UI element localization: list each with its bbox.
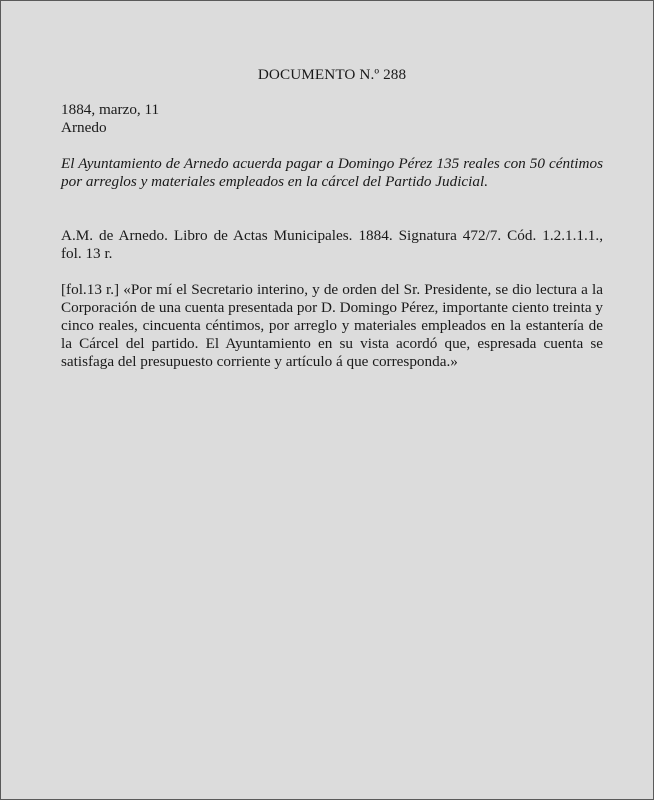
document-date: 1884, marzo, 11 — [61, 101, 160, 118]
document-summary: El Ayuntamiento de Arnedo acuerda pagar a Domingo Pérez 135 reales con 50 céntimos por arreglos y materiales empleados en la cárcel del Partido Judicial. — [61, 155, 603, 190]
document-transcription: [fol.13 r.] «Por mí el Secretario interino, y de orden del Sr. Presidente, se dio lectura a la Corporación de una cuenta presentada por D. Domingo Pérez, importante ciento treinta y cinco reales, cincuenta céntimos, por arreglo y materiales empleados en la estantería de la Cárcel del partido. El Ayuntamiento en su vista acordó que, espresada cuenta se satisfaga del presupuesto corriente y artículo á que corresponda.» — [61, 281, 603, 370]
document-place: Arnedo — [61, 119, 107, 136]
document-title: DOCUMENTO N.º 288 — [257, 66, 407, 83]
document-body — [61, 66, 603, 371]
document-header — [61, 101, 603, 137]
document-source: A.M. de Arnedo. Libro de Actas Municipales. 1884. Signatura 472/7. Cód. 1.2.1.1.1., fol. 13 r. — [61, 227, 603, 262]
